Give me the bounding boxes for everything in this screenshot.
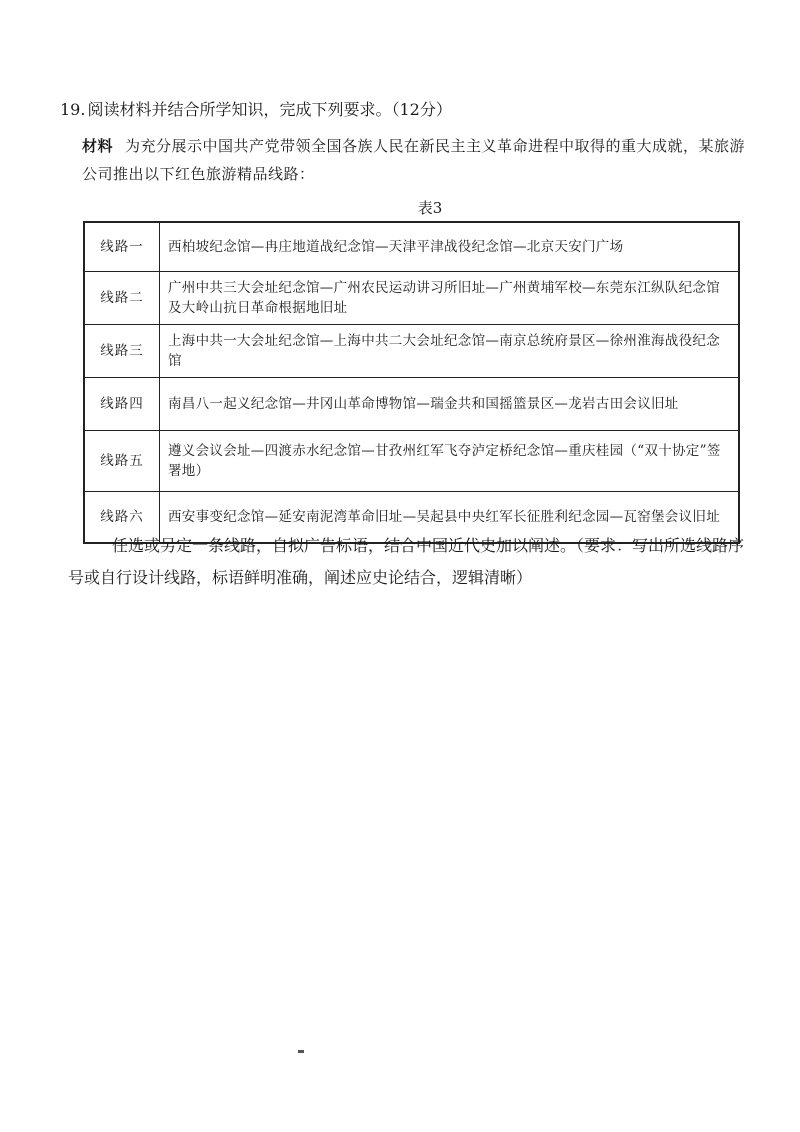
material-paragraph — [82, 132, 760, 188]
table-row — [84, 325, 739, 378]
question-block — [60, 96, 760, 232]
route-name: 线路四 — [84, 378, 160, 431]
question-title-text: 阅读材料并结合所学知识，完成下列要求。（12分） — [87, 100, 452, 119]
table-row — [84, 378, 739, 431]
material-label: 材料 — [82, 137, 114, 155]
route-stops: 南昌八一起义纪念馆—井冈山革命博物馆—瑞金共和国摇篮景区—龙岩古田会议旧址 — [160, 378, 740, 431]
route-stops: 西柏坡纪念馆—冉庄地道战纪念馆—天津平津战役纪念馆—北京天安门广场 — [160, 222, 740, 272]
route-name: 线路一 — [84, 222, 160, 272]
route-stops: 西安事变纪念馆—延安南泥湾革命旧址—吴起县中央红军长征胜利纪念园—瓦窑堡会议旧址 — [160, 492, 740, 544]
route-stops: 广州中共三大会址纪念馆—广州农民运动讲习所旧址—广州黄埔军校—东莞东江纵队纪念馆及大岭山抗日革命根据地旧址 — [160, 272, 740, 325]
route-stops: 遵义会议会址—四渡赤水纪念馆—甘孜州红军飞夺泸定桥纪念馆—重庆桂园（“双十协定”签署地） — [160, 431, 740, 492]
route-stops: 上海中共一大会址纪念馆—上海中共二大会址纪念馆—南京总统府景区—徐州淮海战役纪念馆 — [160, 325, 740, 378]
table-row — [84, 272, 739, 325]
question-title — [60, 96, 760, 124]
routes-table — [83, 221, 740, 544]
table-row — [84, 222, 739, 272]
task-instructions: 任选或另定一条线路，自拟广告标语，结合中国近代史加以阐述。（要求：写出所选线路序号或自行设计线路，标语鲜明准确，阐述应史论结合，逻辑清晰） — [68, 536, 745, 587]
question-number: 19. — [60, 100, 86, 119]
table-caption: 表3 — [417, 199, 443, 217]
table-row — [84, 431, 739, 492]
material-text: 为充分展示中国共产党带领全国各族人民在新民主主义革命进程中取得的重大成就，某旅游公司推出以下红色旅游精品线路： — [82, 137, 746, 183]
route-name: 线路二 — [84, 272, 160, 325]
route-name: 线路六 — [84, 492, 160, 544]
route-name: 线路五 — [84, 431, 160, 492]
scan-mark — [298, 1050, 304, 1053]
route-name: 线路三 — [84, 325, 160, 378]
